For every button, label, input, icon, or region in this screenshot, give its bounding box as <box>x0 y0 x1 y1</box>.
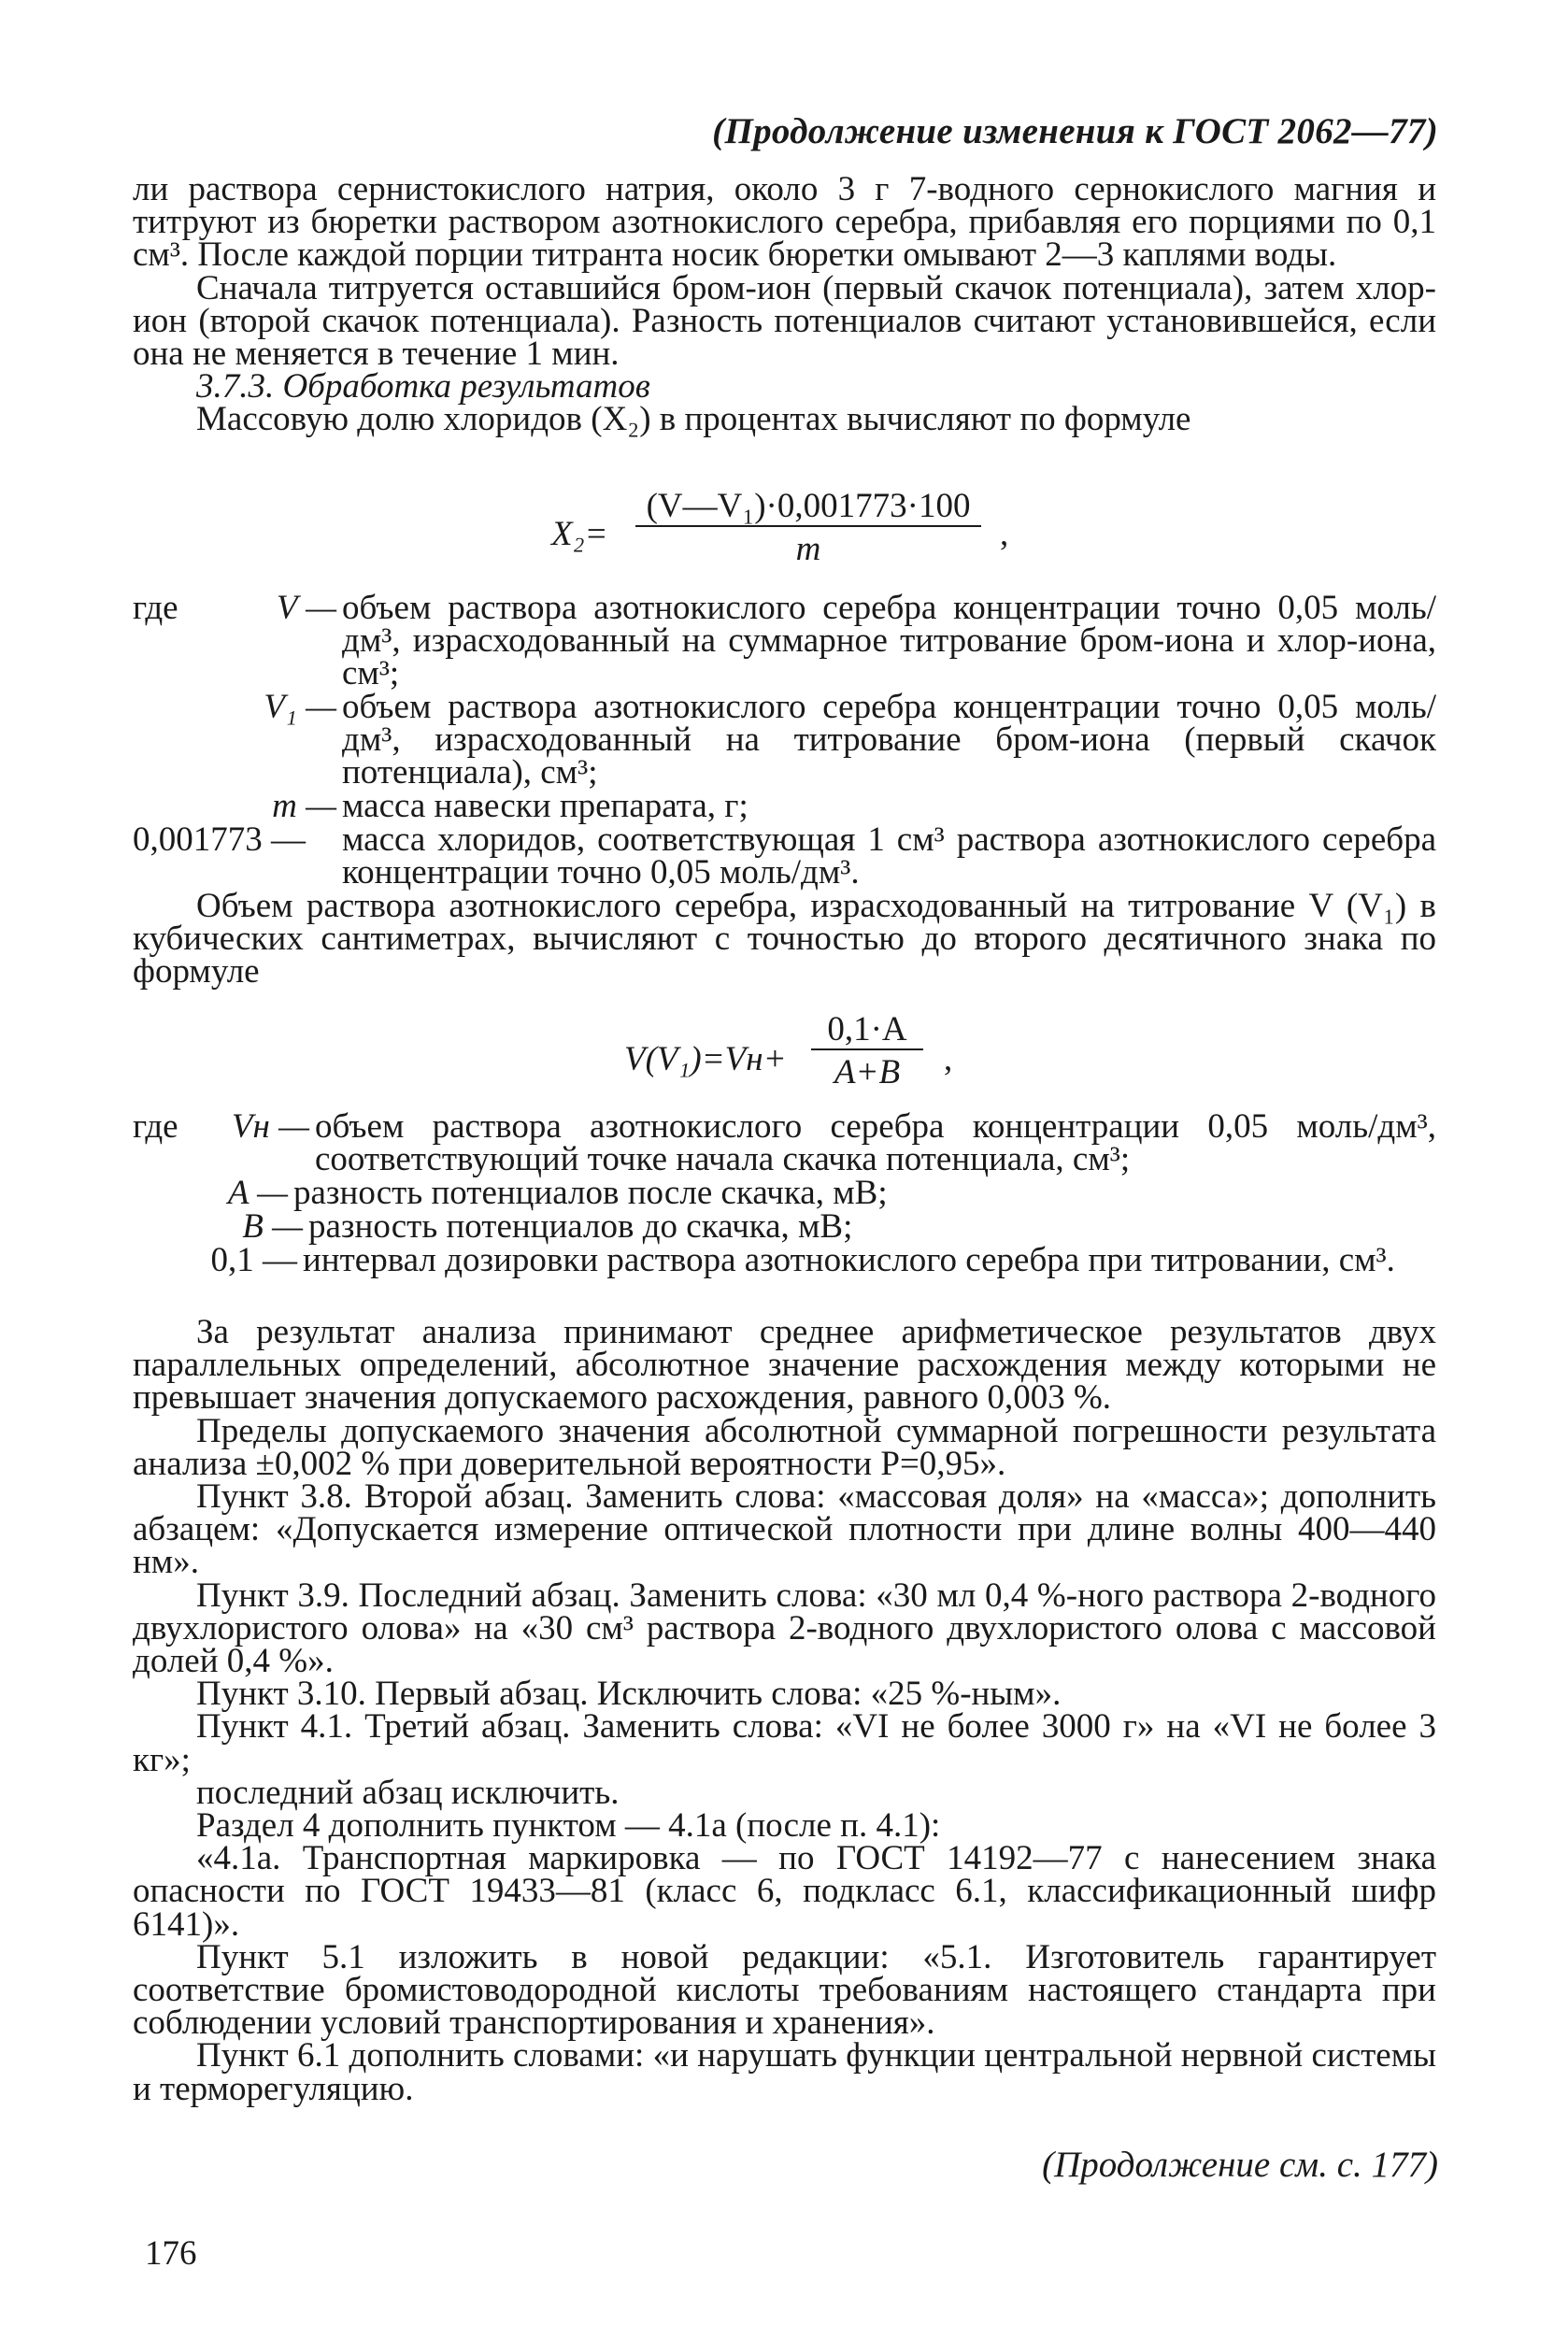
definition-symbol: V — <box>276 589 336 627</box>
definition-symbol: A — <box>227 1174 288 1212</box>
formula-lhs: V(V₁)=Vн+ <box>624 1040 787 1078</box>
paragraph-item-5-1: Пункт 5.1 изложить в новой редакции: «5.1. Изготовитель гарантирует соответствие бромистоводородной кислоты требованиям настоящего стандарта при соблюдении условий транспортирования и хранения». <box>133 1937 1436 2043</box>
formula-comma: , <box>944 1040 953 1078</box>
definition-text: разность потенциалов после скачка, мВ; <box>293 1174 888 1212</box>
definition-symbol: Vн — <box>231 1107 309 1146</box>
top-text-block <box>133 170 1436 439</box>
definition-item <box>133 820 1436 892</box>
paragraph-item-4-1: Пункт 4.1. Третий абзац. Заменить слова: «VI не более 3000 г» на «VI не более 3 кг»; <box>133 1707 1436 1779</box>
formula-denominator: A+B <box>834 1053 901 1091</box>
definition-item <box>133 688 1436 792</box>
definition-lead: где <box>133 1107 178 1146</box>
page-header: (Продолжение изменения к ГОСТ 2062—77) <box>712 111 1438 151</box>
definition-symbol: B — <box>242 1207 303 1246</box>
paragraph-item-6-1: Пункт 6.1 дополнить словами: «и нарушать функции центральной нервной системы и терморегуляцию. <box>133 2036 1436 2108</box>
definition-symbol: V₁ — <box>264 688 336 726</box>
paragraph-formula-intro: Массовую долю хлоридов (X₂) в процентах вычисляют по формуле <box>196 400 1191 439</box>
bottom-text-block <box>133 1313 1436 2108</box>
definitions-list-2 <box>133 1107 1436 1310</box>
definition-text: объем раствора азотнокислого серебра концентрации точно 0,05 моль/дм³, израсходованный на титрование бром-иона (первый скачок потенциала), см³; <box>342 688 1436 792</box>
volume-paragraph-block <box>133 887 1436 991</box>
paragraph-section-4: Раздел 4 дополнить пунктом — 4.1а (после п. 4.1): <box>196 1806 941 1846</box>
paragraph-item-3-9: Пункт 3.9. Последний абзац. Заменить слова: «30 мл 0,4 %-ного раствора 2-водного двухлористого олова» на «30 см³ раствора 2-водного двухлористого олова с массовой долей 0,4 %». <box>133 1576 1436 1681</box>
paragraph-item-3-8: Пункт 3.8. Второй абзац. Заменить слова: «массовая доля» на «масса»; дополнить абзацем: «Допускается измерение оптической плотности при длине волны 400—440 нм». <box>133 1477 1436 1582</box>
continuation-note: (Продолжение см. с. 177) <box>1042 2145 1438 2185</box>
paragraph-continued: ли раствора сернистокислого натрия, около 3 г 7-водного сернокислого магния и титруют из бюретки раствором азотнокислого серебра, прибавляя его порциями по 0,1 см³. После каждой порции титранта носик бюретки омывают 2—3 каплями воды. <box>133 170 1436 275</box>
definition-symbol: 0,1 — <box>210 1241 297 1279</box>
definition-symbol: 0,001773 — <box>133 820 306 859</box>
definition-text: масса хлоридов, соответствующая 1 см³ раствора азотнокислого серебра концентрации точно 0,05 моль/дм³. <box>342 820 1436 892</box>
paragraph-last-abzac: последний абзац исключить. <box>196 1773 620 1812</box>
definition-text: объем раствора азотнокислого серебра концентрации точно 0,05 моль/дм³, израсходованный на суммарное титрование бром-иона и хлор-иона, см³; <box>342 589 1436 693</box>
page-number: 176 <box>145 2234 197 2273</box>
fraction-bar <box>635 525 981 527</box>
section-heading-results: 3.7.3. Обработка результатов <box>196 367 650 406</box>
fraction-bar <box>811 1048 923 1050</box>
definition-text: объем раствора азотнокислого серебра концентрации 0,05 моль/дм³, соответствующий точке начала скачка потенциала, см³; <box>315 1107 1436 1179</box>
formula-denominator: m <box>795 530 821 568</box>
definition-text: масса навески препарата, г; <box>342 787 748 825</box>
paragraph-result: За результат анализа принимают среднее арифметическое результатов двух параллельных определений, абсолютное значение расхождения между которыми не превышает значения допускаемого расхождения, равного 0,003 %. <box>133 1313 1436 1418</box>
definition-item <box>133 787 1436 825</box>
definition-item <box>133 1107 1436 1179</box>
definitions-list-1 <box>133 589 1436 892</box>
paragraph-error-limits: Пределы допускаемого значения абсолютной суммарной погрешности результата анализа ±0,002 % при доверительной вероятности P=0,95». <box>133 1411 1436 1483</box>
definition-text: интервал дозировки раствора азотнокислого серебра при титровании, см³. <box>303 1241 1395 1279</box>
paragraph-item-3-10: Пункт 3.10. Первый абзац. Исключить слова: «25 %-ным». <box>196 1675 1062 1714</box>
paragraph-titration-order: Сначала титруется оставшийся бром-ион (первый скачок потенциала), затем хлор-ион (второй скачок потенциала). Разность потенциалов считают установившейся, если она не меняется в течение 1 мин. <box>133 268 1436 374</box>
formula-numerator: 0,1·A <box>827 1010 907 1048</box>
paragraph-item-4-1a: «4.1а. Транспортная маркировка — по ГОСТ 14192—77 с нанесением знака опасности по ГОСТ 19433—81 (класс 6, подкласс 6.1, классификационный шифр 6141)». <box>133 1839 1436 1944</box>
definition-item <box>133 589 1436 693</box>
formula-comma: , <box>1000 515 1009 553</box>
definition-lead: где <box>133 589 178 627</box>
formula-lhs: X₂= <box>551 515 608 553</box>
definition-item <box>133 1174 1436 1212</box>
definition-symbol: m — <box>272 787 336 825</box>
formula-numerator: (V—V₁)·0,001773·100 <box>646 487 971 525</box>
paragraph-volume: Объем раствора азотнокислого серебра, израсходованный на титрование V (V₁) в кубических сантиметрах, вычисляют с точностью до второго десятичного знака по формуле <box>133 887 1436 991</box>
definition-item <box>133 1241 1436 1310</box>
definition-text: разность потенциалов до скачка, мВ; <box>308 1207 853 1246</box>
definition-item <box>133 1207 1436 1246</box>
